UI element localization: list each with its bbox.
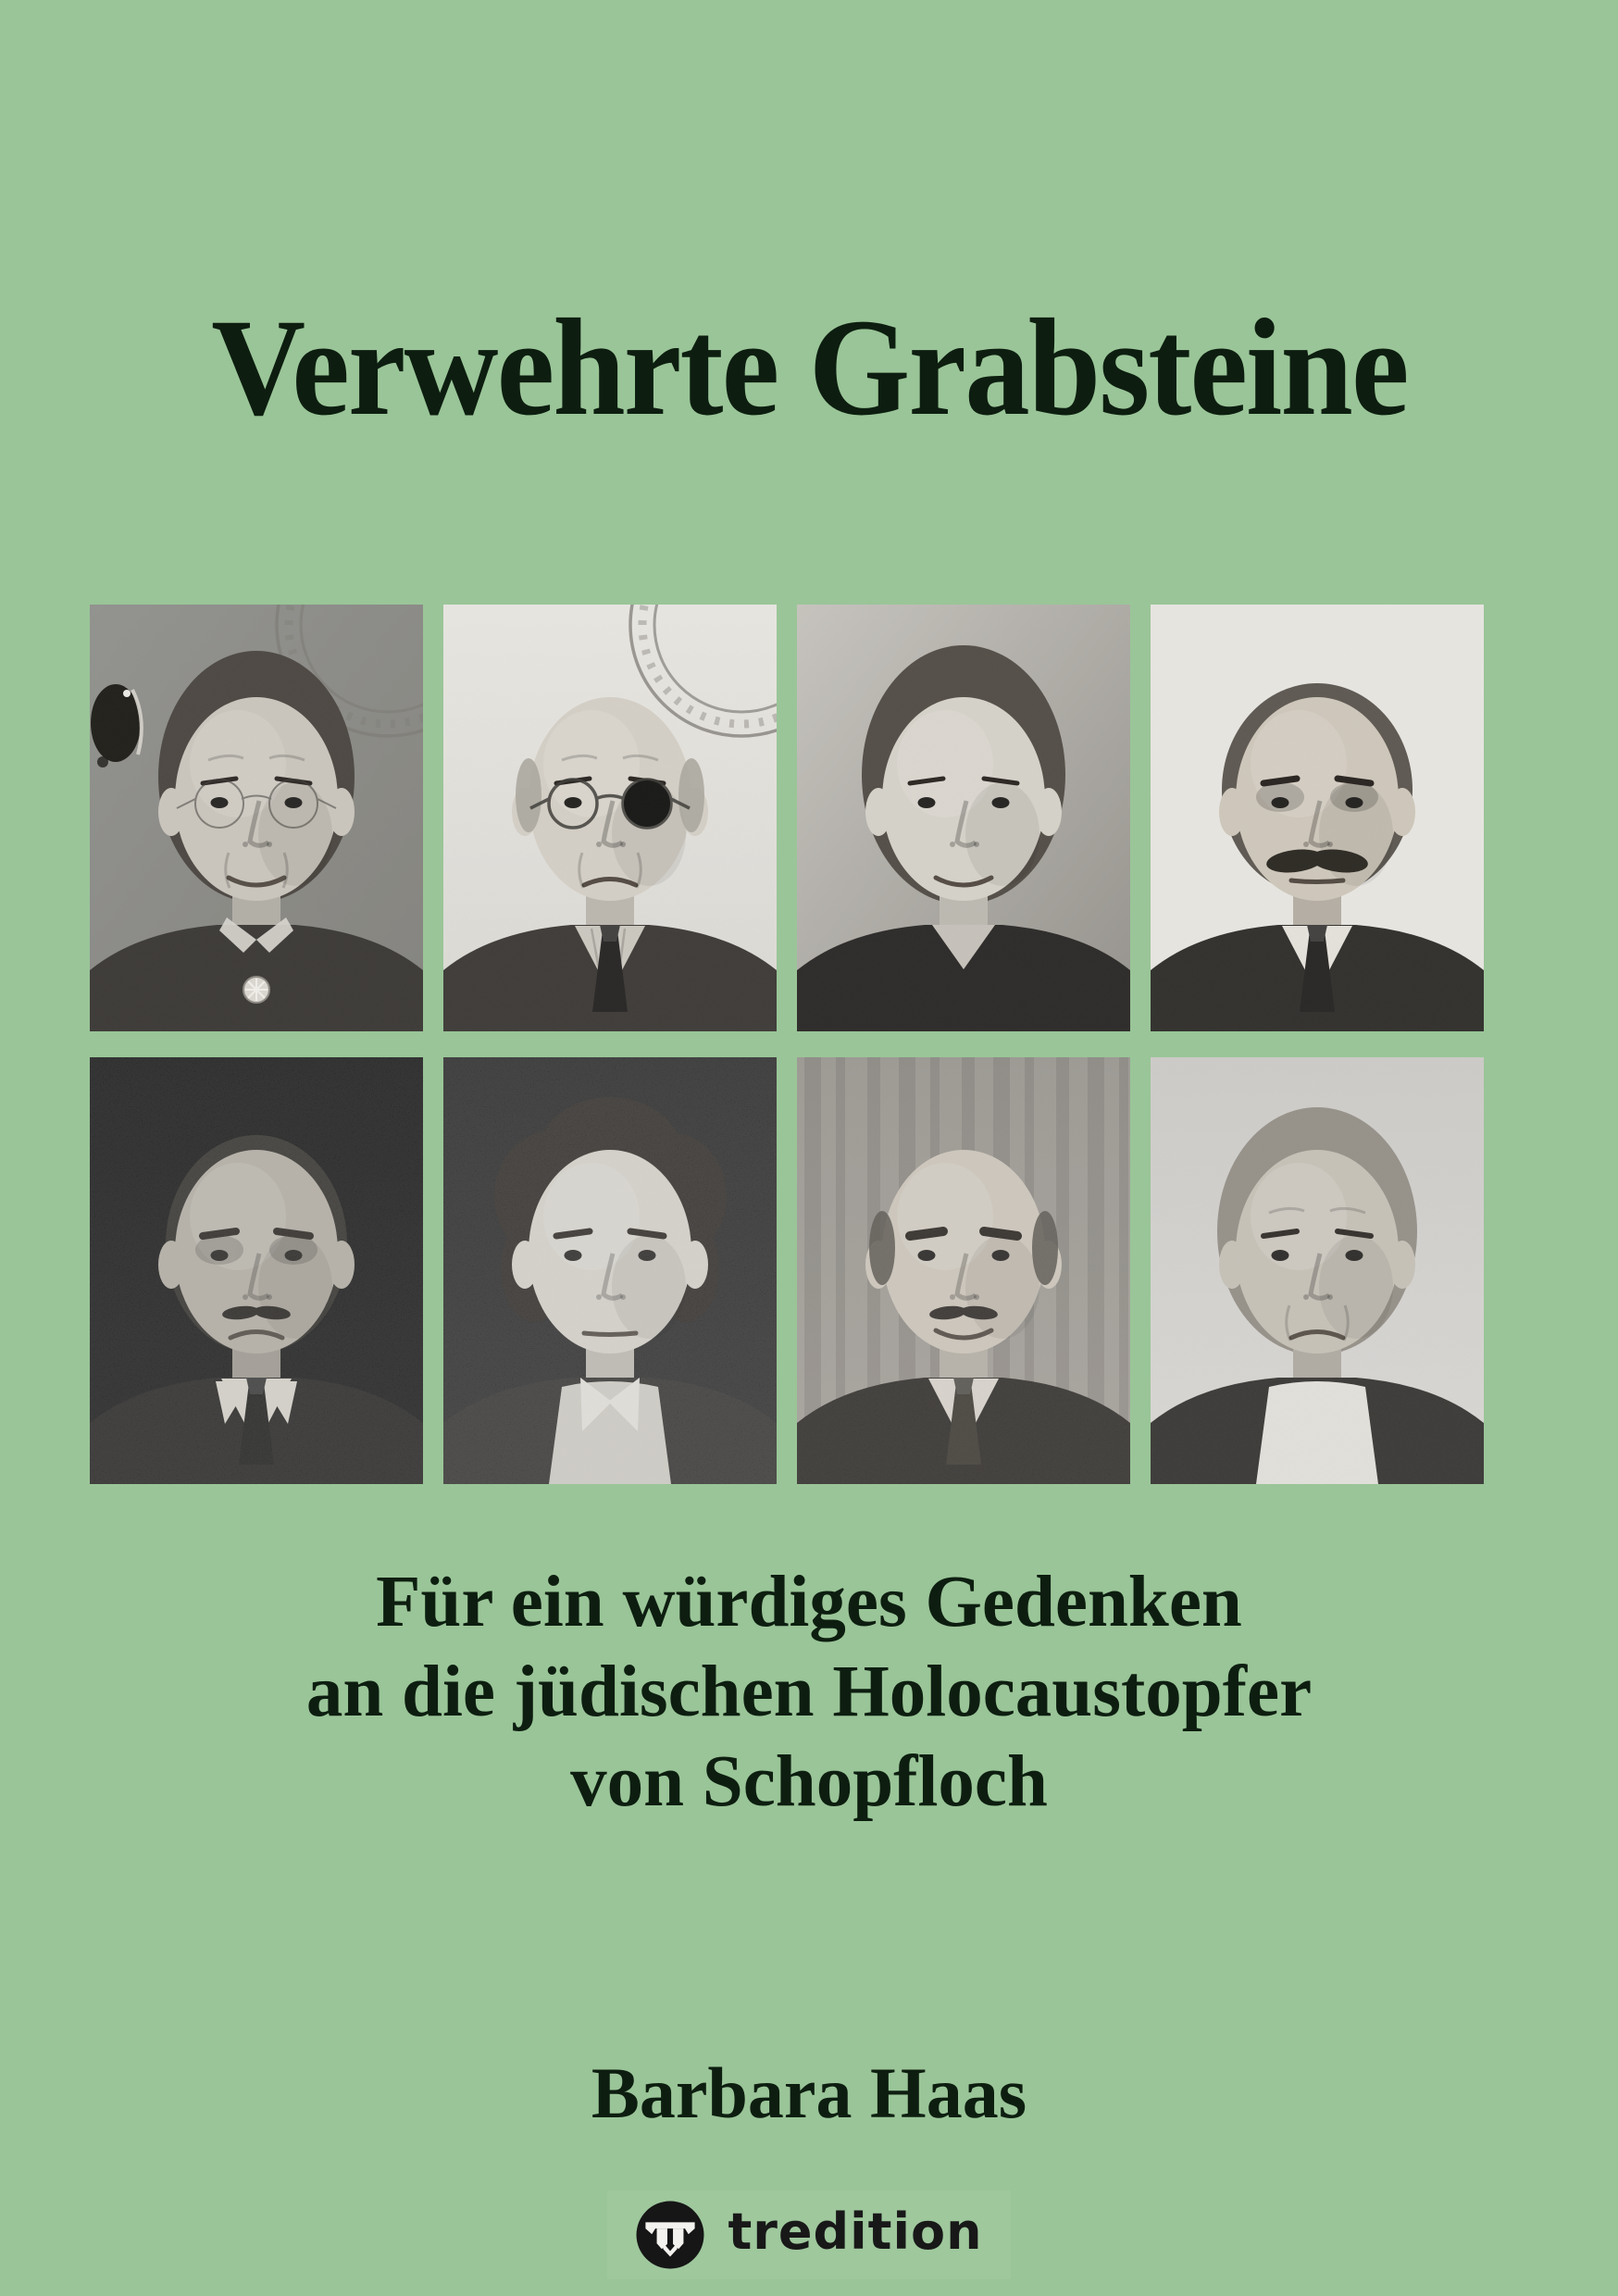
publisher-name: tredition [728, 2202, 983, 2261]
book-subtitle [0, 1557, 1618, 1827]
publisher-logo [607, 2190, 1010, 2279]
portrait-young-woman-wavy-hair [443, 1057, 777, 1484]
portrait-bald-smiling-man [797, 1057, 1130, 1484]
subtitle-line-3: von Schopfloch [570, 1741, 1048, 1822]
tredition-logo-icon [635, 2200, 705, 2270]
portrait-bald-man-eyepatch-glasses [443, 605, 777, 1031]
author-name: Barbara Haas [591, 2053, 1027, 2133]
portrait-woman-slight-smile [797, 605, 1130, 1031]
portrait-elderly-woman-brooch [90, 605, 423, 1031]
portrait-man-large-mustache [1151, 605, 1484, 1031]
subtitle-line-1: Für ein würdiges Gedenken [376, 1562, 1242, 1642]
portrait-stern-man-dark-background [90, 1057, 423, 1484]
photo-grid [90, 605, 1486, 1484]
book-title: Verwehrte Grabsteine [210, 291, 1408, 444]
title-area [0, 291, 1618, 444]
portrait-elderly-woman-grey-hair [1151, 1057, 1484, 1484]
subtitle-line-2: an die jüdischen Holocaustopfer [305, 1652, 1313, 1732]
publisher-logo-row [0, 2190, 1618, 2279]
